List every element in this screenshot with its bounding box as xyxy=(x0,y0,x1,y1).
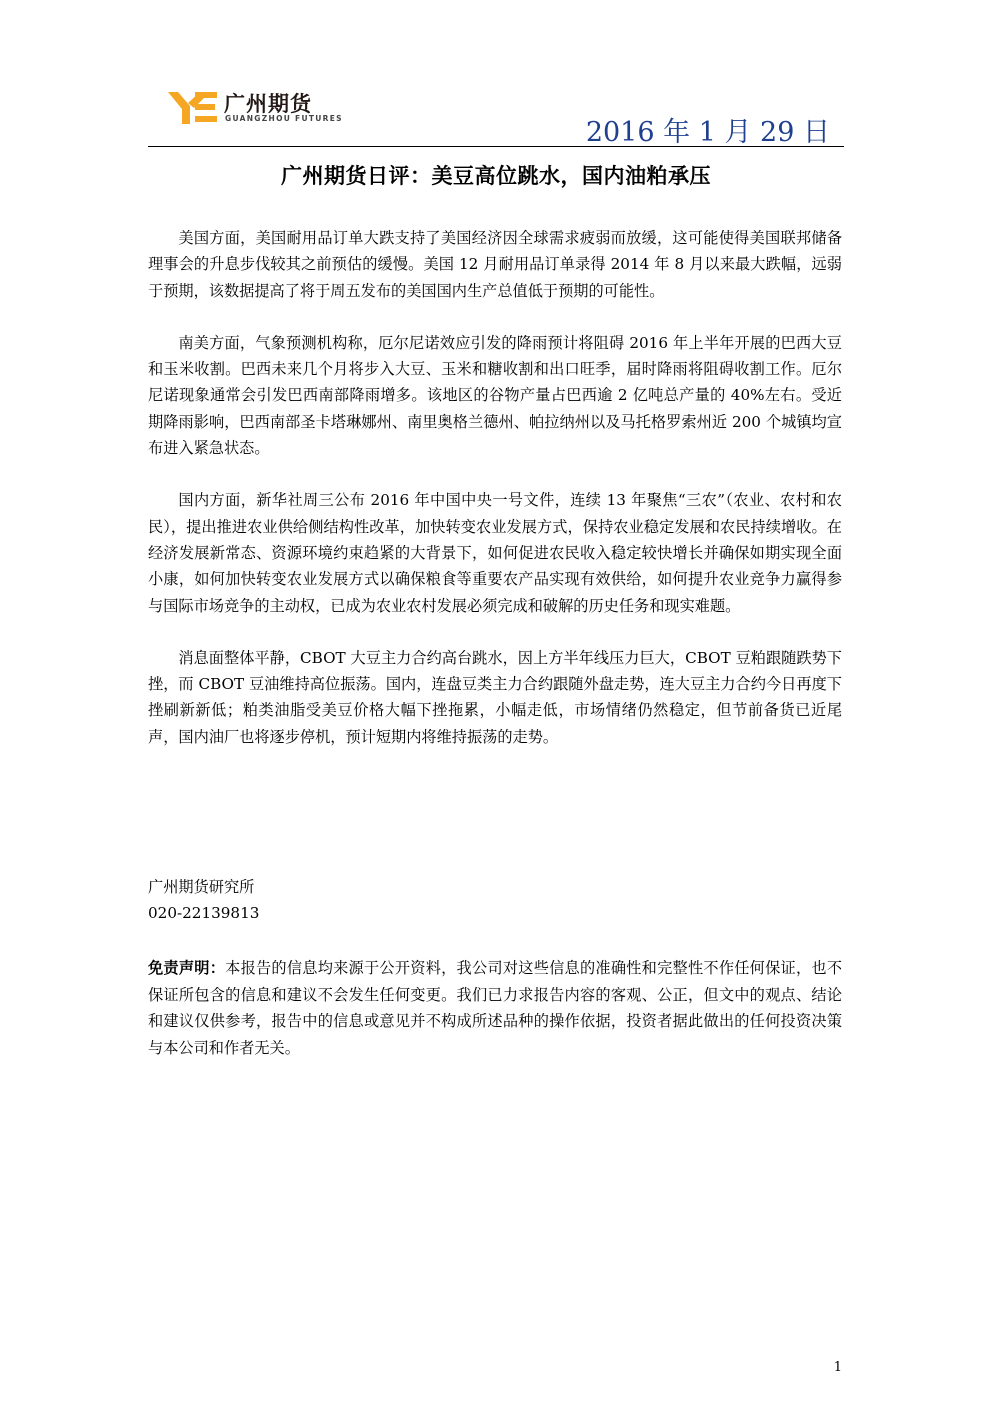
disclaimer-label: 免责声明： xyxy=(148,959,226,977)
institute-name: 广州期货研究所 xyxy=(148,878,255,896)
company-logo xyxy=(168,86,368,130)
phone-number: 020-22139813 xyxy=(148,904,260,923)
paragraph-market: 消息面整体平静，CBOT 大豆主力合约高台跳水，因上方半年线压力巨大，CBOT 豆粕跟随跌势下挫，而 CBOT 豆油维持高位振荡。国内，连盘豆类主力合约跟随外盘走势，连大豆主力合约今日再度下挫刷新新低；粕类油脂受美豆价格大幅下挫拖累，小幅走低，市场情绪仍然稳定，但节前备货已近尾声，国内油厂也将逐步停机，预计短期内将维持振荡的走势。 xyxy=(148,648,842,746)
header-divider xyxy=(148,146,844,147)
paragraph-south-america: 南美方面，气象预测机构称，厄尔尼诺效应引发的降雨预计将阻碍 2016 年上半年开展的巴西大豆和玉米收割。巴西未来几个月将步入大豆、玉米和糖收割和出口旺季，届时降雨将阻碍收割工作。厄尔尼诺现象通常会引发巴西南部降雨增多。该地区的谷物产量占巴西逾 2 亿吨总产量的 40%左右。受近期降雨影响，巴西南部圣卡塔琳娜州、南里奥格兰德州、帕拉纳州以及马托格罗索州近 200 个城镇均宣布进入紧急状态。 xyxy=(148,333,842,458)
contact-block xyxy=(148,874,259,927)
logo-english-name: GUANGZHOU FUTURES xyxy=(225,114,343,123)
disclaimer-text: 本报告的信息均来源于公开资料，我公司对这些信息的准确性和完整性不作任何保证，也不保证所包含的信息和建议不会发生任何变更。我们已力求报告内容的客观、公正，但文中的观点、结论和建议仅供参考，报告中的信息或意见并不构成所述品种的操作依据，投资者据此做出的任何投资决策与本公司和作者无关。 xyxy=(148,959,843,1057)
company-logo-icon xyxy=(168,86,220,126)
report-body xyxy=(148,225,842,776)
logo-name: 广州期货 xyxy=(224,92,312,116)
page-number: 1 xyxy=(833,1360,842,1375)
paragraph-domestic: 国内方面，新华社周三公布 2016 年中国中央一号文件，连续 13 年聚焦“三农”（农业、农村和农民），提出推进农业供给侧结构性改革，加快转变农业发展方式，保持农业稳定发展和农民持续增收。在经济发展新常态、资源环境约束趋紧的大背景下，如何促进农民收入稳定较快增长并确保如期实现全面小康，如何加快转变农业发展方式以确保粮食等重要农产品实现有效供给，如何提升农业竞争力赢得参与国际市场竞争的主动权，已成为农业农村发展必须完成和破解的历史任务和现实难题。 xyxy=(148,491,842,615)
report-date: 2016 年 1 月 29 日 xyxy=(585,117,830,148)
paragraph-us: 美国方面，美国耐用品订单大跌支持了美国经济因全球需求疲弱而放缓，这可能使得美国联邦储备理事会的升息步伐较其之前预估的缓慢。美国 12 月耐用品订单录得 2014 年 8 月以来最大跌幅，远弱于预期，该数据提高了将于周五发布的美国国内生产总值低于预期的可能性。 xyxy=(148,229,842,300)
disclaimer xyxy=(148,955,842,1061)
report-title: 广州期货日评：美豆高位跳水，国内油粕承压 xyxy=(281,164,711,188)
